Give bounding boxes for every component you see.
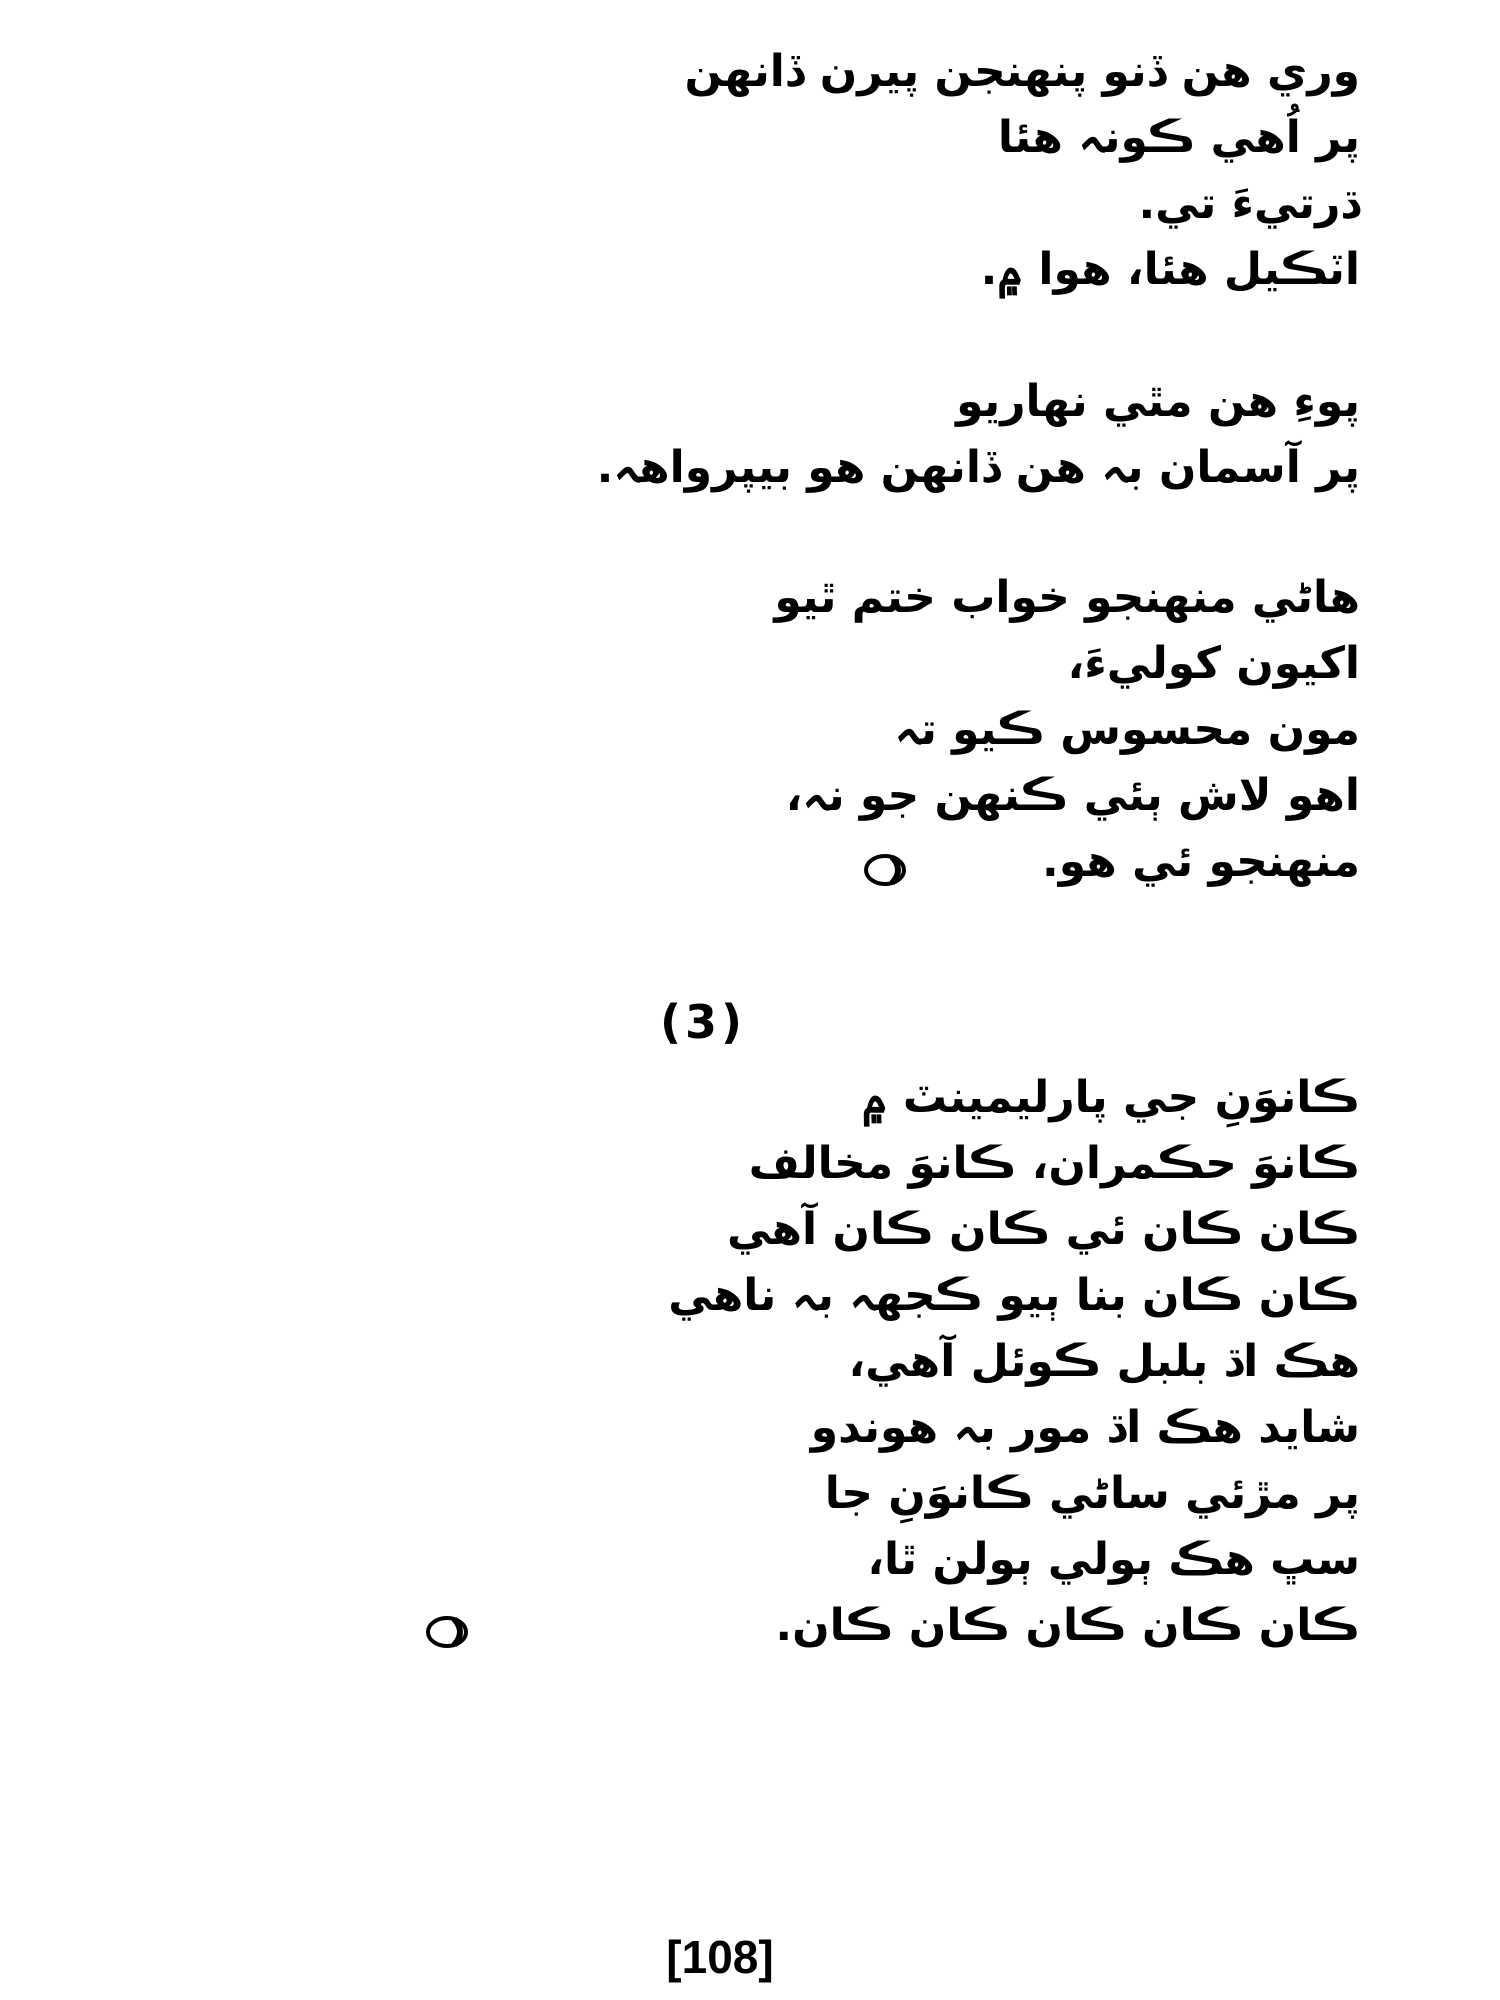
poem-line: اٽڪيل ھئا، ھوا ۾. (980, 244, 1360, 295)
poem-line: ڪان ڪان بنا ٻيو ڪجھہ بہ ناھي (668, 1270, 1360, 1321)
poem-line: منھنجو ئي ھو. (1042, 836, 1360, 887)
page-number: [108] (666, 1931, 774, 1983)
poem-line: ڪانوَنِ جي پارليمينٽ ۾ (861, 1072, 1360, 1123)
poem-line: ھاڻي منھنجو خواب ختم ٿيو (774, 572, 1360, 623)
poem-line: پر آسمان بہ ھن ڏانھن ھو بيپرواھہ. (596, 442, 1360, 493)
poem-line: اکيون کوليءَ، (1067, 638, 1360, 689)
poem-line: مون محسوس ڪيو تہ (894, 704, 1360, 755)
poem-line: ڪان ڪان ڪان ڪان ڪان. (775, 1600, 1360, 1651)
poem-line: وري ھن ڏنو پنھنجن پيرن ڏانھن (684, 46, 1360, 97)
poem-line: ڪانوَ حڪمران، ڪانوَ مخالف (748, 1138, 1360, 1189)
poem-line: ڌرتيءَ تي. (1138, 178, 1360, 229)
poem-line: اھو لاش ٻئي ڪنھن جو نہ، (785, 770, 1360, 821)
section-number: (3) (660, 995, 747, 1049)
poem-end-circle-icon (424, 1614, 470, 1650)
poem-line: سڀ ھڪ ٻولي ٻولن ٿا، (867, 1534, 1360, 1585)
poem-line: پوءِ ھن مٿي نھاريو (956, 376, 1360, 427)
poem-line: پر مڙئي ساڻي ڪانوَنِ جا (824, 1468, 1360, 1519)
poem-line: پر اُھي ڪونہ ھئا (997, 112, 1360, 163)
poem-line: شايد ھڪ اڌ مور بہ ھوندو (810, 1402, 1360, 1453)
poem-line: ڪان ڪان ئي ڪان ڪان آھي (726, 1204, 1360, 1255)
poem-line: ھڪ اڌ بلبل ڪوئل آھي، (848, 1336, 1360, 1387)
poem-end-circle-icon (862, 852, 908, 888)
